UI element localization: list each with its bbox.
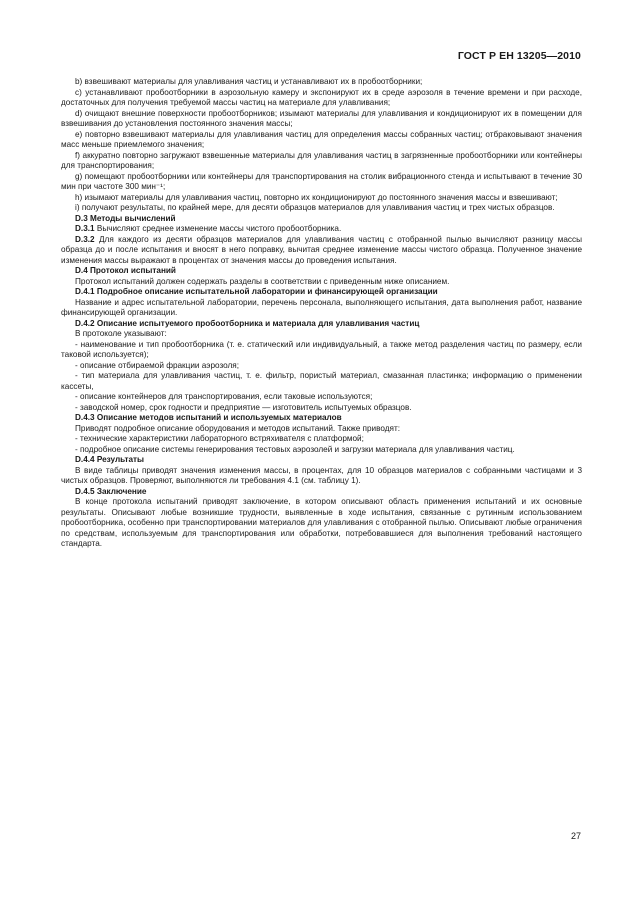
numbered-paragraph [61,224,582,235]
paragraph: - подробное описание системы генерирования тестовых аэрозолей и загрузки материала для улавливания частиц. [75,444,515,454]
section-heading: D.4.2 Описание испытуемого пробоотборника и материала для улавливания частиц [75,318,420,328]
numbered-paragraph [61,235,582,267]
paragraph: В протоколе указывают: [75,329,167,338]
paragraph-number: D.3.1 [75,224,95,233]
paragraph: - технические характеристики лабораторного встряхивателя с платформой; [75,434,364,443]
paragraph: h) изымают материалы для улавливания частиц, повторно их кондиционируют до постоянного значения массы и взвешивают; [75,192,558,202]
paragraph: - тип материала для улавливания частиц, т. е. фильтр, пористый материал, смазанная пластинка; информацию о применении кассеты, [61,371,582,391]
paragraph: f) аккуратно повторно загружают взвешенные материалы для улавливания частиц в загрязненные пробоотборники или контейнеры для транспортирования; [61,150,582,170]
section-heading: D.4.3 Описание методов испытаний и используемых материалов [75,413,342,422]
document-header: ГОСТ Р ЕН 13205—2010 [457,50,581,62]
paragraph-text: Вычисляют среднее изменение массы чистого пробоотборника. [94,224,342,233]
paragraph: g) помещают пробоотборники или контейнеры для транспортирования на столик вибрационного стенда и испытывают в течение 30 мин при частоте 300 мин⁻¹; [61,171,582,191]
paragraph: Приводят подробное описание оборудования и методов испытаний. Также приводят: [75,423,400,433]
page-number: 27 [570,831,581,841]
paragraph: e) повторно взвешивают материалы для улавливания частиц для определения массы собранных частиц; отбраковывают значения масс меньше приемлемого значения; [61,129,582,149]
paragraph: - описание контейнеров для транспортирования, если таковые используются; [75,392,373,401]
section-heading: D.4 Протокол испытаний [75,266,176,275]
paragraph-number: D.3.2 [75,234,95,244]
paragraph: Название и адрес испытательной лаборатории, перечень персонала, выполняющего испытания, дата выполнения работ, название финансирующей организации. [61,297,582,317]
section-heading: D.3 Методы вычислений [75,213,176,223]
paragraph: c) устанавливают пробоотборники в аэрозольную камеру и экспонируют их в среде аэрозоля в течение времени и при расходе, достаточных для получения требуемой массы частиц на материале для улавливания; [61,87,582,107]
section-heading: D.4.4 Результаты [75,455,145,464]
paragraph: - описание отбираемой фракции аэрозоля; [75,360,240,370]
paragraph: i) получают результаты, по крайней мере, для десяти образцов материалов для улавливания частиц и трех чистых образцов. [75,203,555,212]
paragraph: В виде таблицы приводят значения изменения массы, в процентах, для 10 образцов материалов с собранными частицами и 3 чистых образцов. Проверяют, выполняются ли требования 4.1 (см. таблицу 1). [61,465,582,485]
paragraph: - заводской номер, срок годности и предприятие — изготовитель испытуемых образцов. [75,402,412,412]
section-heading: D.4.5 Заключение [75,486,147,496]
paragraph: d) очищают внешние поверхности пробоотборников; изымают материалы для улавливания и кондиционируют их в помещении для взвешивания до установления постоянного значения массы; [61,108,582,128]
paragraph: - наименование и тип пробоотборника (т. е. статический или индивидуальный, а также метод разделения частиц по размеру, если таковой используется); [61,339,582,359]
document-body [61,77,582,550]
paragraph: b) взвешивают материалы для улавливания частиц и устанавливают их в пробоотборники; [75,77,423,86]
section-heading: D.4.1 Подробное описание испытательной лаборатории и финансирующей организации [75,287,438,296]
paragraph-text: Для каждого из десяти образцов материалов для улавливания частиц с отобранной пылью вычисляют разницу массы образца до и после испытания и вносят в него поправку, вычитая среднее изменение массы чистого образца. Полученное значение изменения массы выражают в процентах от значения массы до проведения испытания. [61,234,582,265]
paragraph: В конце протокола испытаний приводят заключение, в котором описывают область применения испытаний и их основные результаты. Описывают любые возникшие трудности, выявленные в ходе испытания, связанные с рутинным использованием пробоотборника, особенно при транспортировании материалов для улавливания с отобранной пылью. Описывают любые ограничения по средствам, используемым для транспортирования или обработки, потребовавшиеся для выполнения требований настоящего стандарта. [61,497,582,548]
paragraph: Протокол испытаний должен содержать разделы в соответствии с приведенным ниже описанием. [75,276,450,286]
